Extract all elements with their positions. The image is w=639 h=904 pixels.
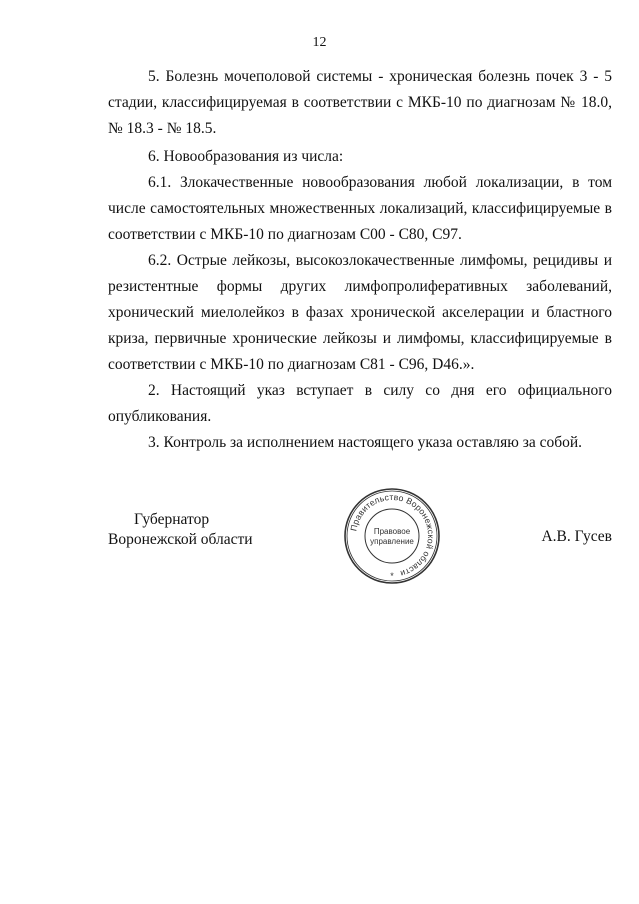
paragraph-item-6: 6. Новообразования из числа:: [148, 148, 344, 165]
svg-text:управление: управление: [370, 537, 414, 546]
paragraph-item-6-2: 6.2. Острые лейкозы, высокозлокачественные лимфомы, рецидивы и резистентные формы других лимфопролиферативных заболеваний, хронический миелолейкоз в фазах хронической акселерации и бластного криза, первичные хронические лейкозы и лимфомы, классифицируемые в соответствии с МКБ-10 по диагнозам С81 - С96, D46.».: [108, 252, 612, 373]
seal-icon: [342, 486, 442, 586]
official-seal-stamp: [342, 486, 442, 586]
svg-text:*: *: [390, 571, 394, 581]
paragraph-clause-2: 2. Настоящий указ вступает в силу со дня его официального опубликования.: [108, 382, 612, 425]
signatory-title: [108, 510, 253, 550]
paragraph-item-5: 5. Болезнь мочеполовой системы - хроническая болезнь почек 3 - 5 стадии, классифицируемая в соответствии с МКБ-10 по диагнозам № 18.0, № 18.3 - № 18.5.: [108, 68, 612, 137]
signatory-title-line1: Губернатор: [134, 511, 210, 528]
svg-text:Правовое: Правовое: [373, 527, 411, 536]
page-number: 12: [312, 35, 327, 50]
signatory-title-line2: Воронежской области: [108, 531, 253, 548]
signatory-name: А.В. Гусев: [541, 528, 612, 545]
paragraph-clause-3: 3. Контроль за исполнением настоящего указа оставляю за собой.: [148, 434, 583, 451]
svg-text:Правительство Воронежской обла: Правительство Воронежской области: [348, 491, 437, 579]
paragraph-item-6-1: 6.1. Злокачественные новообразования любой локализации, в том числе самостоятельных множественных локализаций, классифицируемые в соответствии с МКБ-10 по диагнозам С00 - С80, С97.: [108, 174, 612, 243]
